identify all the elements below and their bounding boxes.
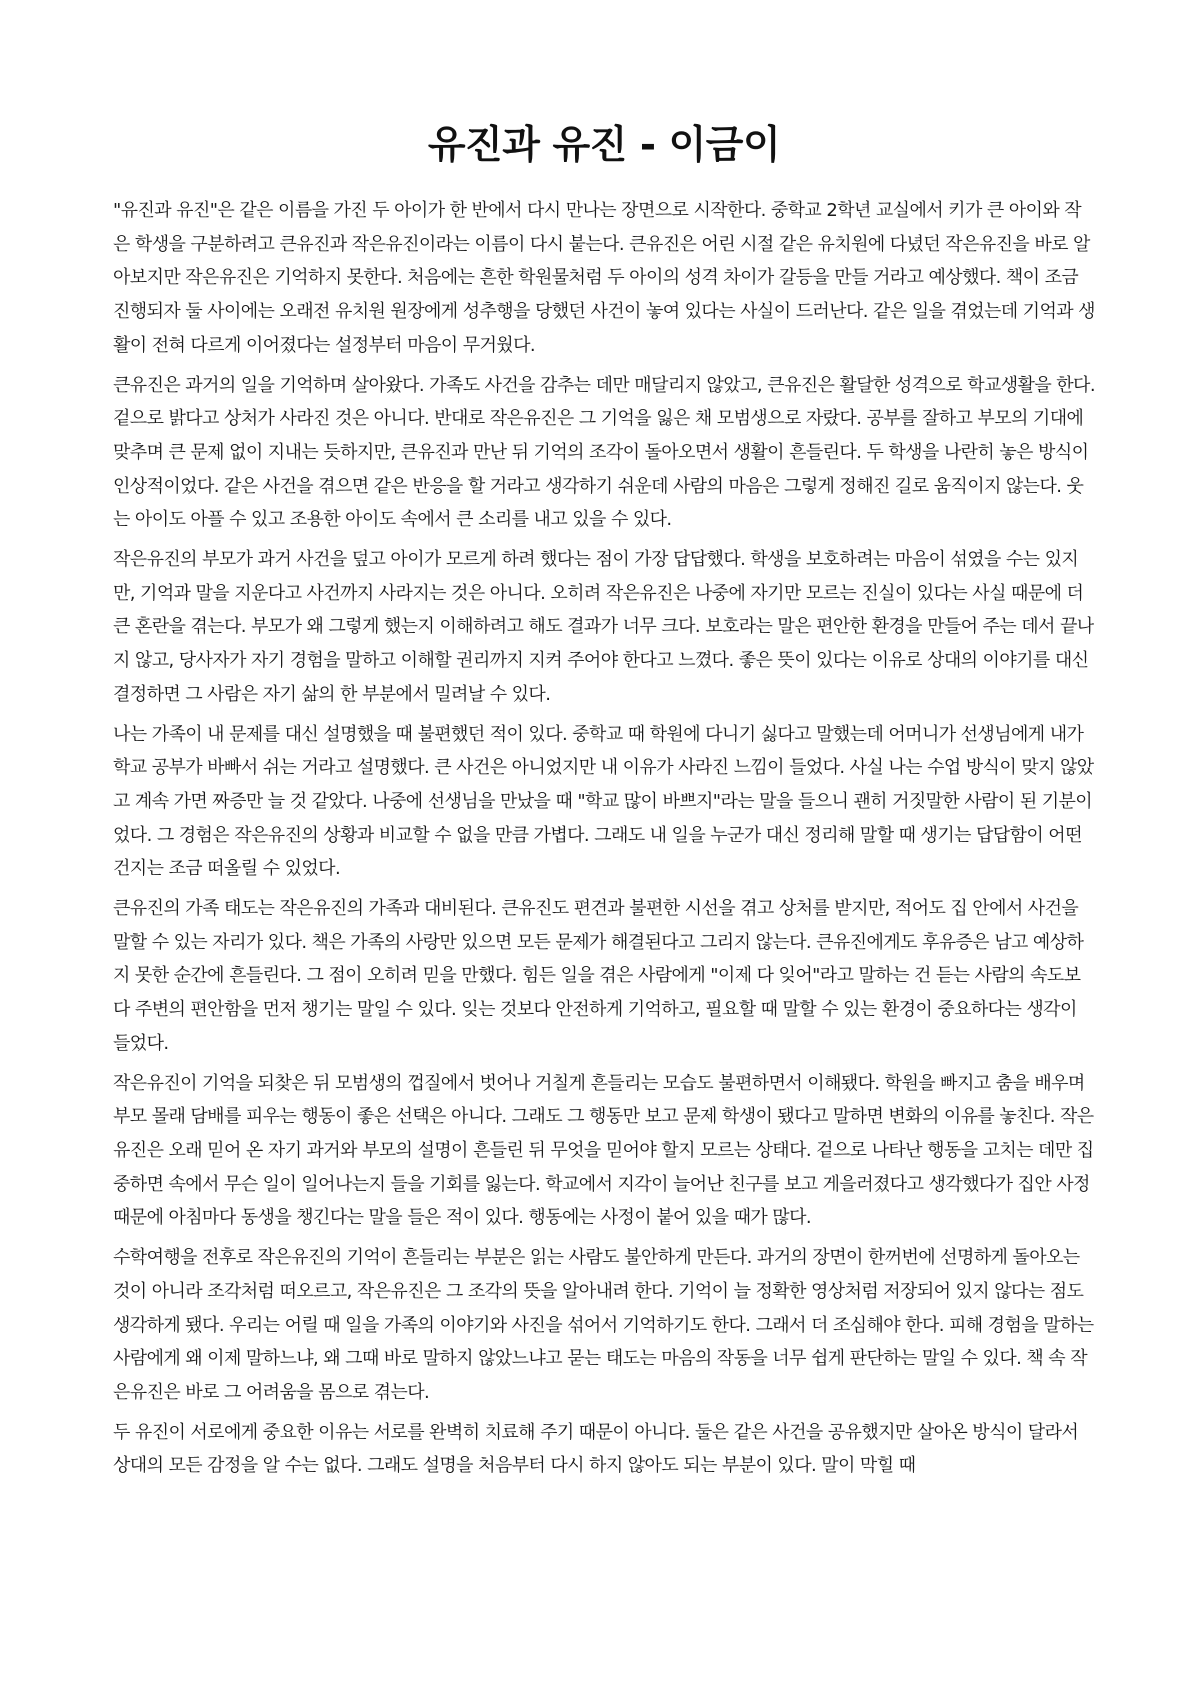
- paragraph: 큰유진은 과거의 일을 기억하며 살아왔다. 가족도 사건을 감추는 데만 매달리지 않았고, 큰유진은 활달한 성격으로 학교생활을 한다. 겉으로 밝다고 상처가 사라진 것은 아니다. 반대로 작은유진은 그 기억을 잃은 채 모범생으로 자랐다. 공부를 잘하고 부모의 기대에 맞추며 큰 문제 없이 지내는 듯하지만, 큰유진과 만난 뒤 기억의 조각이 돌아오면서 생활이 흔들린다. 두 학생을 나란히 놓은 방식이 인상적이었다. 같은 사건을 겪으면 같은 반응을 할 거라고 생각하기 쉬운데 사람의 마음은 그렇게 정해진 길로 움직이지 않는다. 웃는 아이도 아플 수 있고 조용한 아이도 속에서 큰 소리를 내고 있을 수 있다.: [113, 374, 1095, 531]
- paragraph: 작은유진의 부모가 과거 사건을 덮고 아이가 모르게 하려 했다는 점이 가장 답답했다. 학생을 보호하려는 마음이 섞였을 수는 있지만, 기억과 말을 지운다고 사건까지 사라지는 것은 아니다. 오히려 작은유진은 나중에 자기만 모르는 진실이 있다는 사실 때문에 더 큰 혼란을 겪는다. 부모가 왜 그렇게 했는지 이해하려고 해도 결과가 너무 크다. 보호라는 말은 편안한 환경을 만들어 주는 데서 끝나지 않고, 당사자가 자기 경험을 말하고 이해할 권리까지 지켜 주어야 한다고 느꼈다. 좋은 뜻이 있다는 이유로 상대의 이야기를 대신 결정하면 그 사람은 자기 삶의 한 부분에서 밀려날 수 있다.: [113, 549, 1094, 705]
- document-body: [113, 194, 1095, 1483]
- paragraph: 수학여행을 전후로 작은유진의 기억이 흔들리는 부분은 읽는 사람도 불안하게 만든다. 과거의 장면이 한꺼번에 선명하게 돌아오는 것이 아니라 조각처럼 떠오르고, 작은유진은 그 조각의 뜻을 알아내려 한다. 기억이 늘 정확한 영상처럼 저장되어 있지 않다는 점도 생각하게 됐다. 우리는 어릴 때 일을 가족의 이야기와 사진을 섞어서 기억하기도 한다. 그래서 더 조심해야 한다. 피해 경험을 말하는 사람에게 왜 이제 말하느냐, 왜 그때 바로 말하지 않았느냐고 묻는 태도는 마음의 작동을 너무 쉽게 판단하는 말일 수 있다. 책 속 작은유진은 바로 그 어려움을 몸으로 겪는다.: [113, 1247, 1094, 1403]
- paragraph: 두 유진이 서로에게 중요한 이유는 서로를 완벽히 치료해 주기 때문이 아니다. 둘은 같은 사건을 공유했지만 살아온 방식이 달라서 상대의 모든 감정을 알 수는 없다. 그래도 설명을 처음부터 다시 하지 않아도 되는 부분이 있다. 말이 막힐 때: [113, 1421, 1079, 1477]
- paragraph: 큰유진의 가족 태도는 작은유진의 가족과 대비된다. 큰유진도 편견과 불편한 시선을 겪고 상처를 받지만, 적어도 집 안에서 사건을 말할 수 있는 자리가 있다. 책은 가족의 사랑만 있으면 모든 문제가 해결된다고 그리지 않는다. 큰유진에게도 후유증은 남고 예상하지 못한 순간에 흔들린다. 그 점이 오히려 믿을 만했다. 힘든 일을 겪은 사람에게 "이제 다 잊어"라고 말하는 건 듣는 사람의 속도보다 주변의 편안함을 먼저 챙기는 말일 수 있다. 잊는 것보다 안전하게 기억하고, 필요할 때 말할 수 있는 환경이 중요하다는 생각이 들었다.: [113, 898, 1084, 1054]
- paragraph: 나는 가족이 내 문제를 대신 설명했을 때 불편했던 적이 있다. 중학교 때 학원에 다니기 싫다고 말했는데 어머니가 선생님에게 내가 학교 공부가 바빠서 쉬는 거라고 설명했다. 큰 사건은 아니었지만 내 이유가 사라진 느낌이 들었다. 사실 나는 수업 방식이 맞지 않았고 계속 가면 짜증만 늘 것 같았다. 나중에 선생님을 만났을 때 "학교 많이 바쁘지"라는 말을 들으니 괜히 거짓말한 사람이 된 기분이었다. 그 경험은 작은유진의 상황과 비교할 수 없을 만큼 가볍다. 그래도 내 일을 누군가 대신 정리해 말할 때 생기는 답답함이 어떤 건지는 조금 떠올릴 수 있었다.: [113, 723, 1094, 880]
- paragraph: 작은유진이 기억을 되찾은 뒤 모범생의 껍질에서 벗어나 거칠게 흔들리는 모습도 불편하면서 이해됐다. 학원을 빠지고 춤을 배우며 부모 몰래 담배를 피우는 행동이 좋은 선택은 아니다. 그래도 그 행동만 보고 문제 학생이 됐다고 말하면 변화의 이유를 놓친다. 작은유진은 오래 믿어 온 자기 과거와 부모의 설명이 흔들린 뒤 무엇을 믿어야 할지 모르는 상태다. 겉으로 나타난 행동을 고치는 데만 집중하면 속에서 무슨 일이 일어나는지 들을 기회를 잃는다. 학교에서 지각이 늘어난 친구를 보고 게을러졌다고 생각했다가 집안 사정 때문에 아침마다 동생을 챙긴다는 말을 들은 적이 있다. 행동에는 사정이 붙어 있을 때가 많다.: [113, 1072, 1094, 1229]
- paragraph: "유진과 유진"은 같은 이름을 가진 두 아이가 한 반에서 다시 만나는 장면으로 시작한다. 중학교 2학년 교실에서 키가 큰 아이와 작은 학생을 구분하려고 큰유진과 작은유진이라는 이름이 다시 붙는다. 큰유진은 어린 시절 같은 유치원에 다녔던 작은유진을 바로 알아보지만 작은유진은 기억하지 못한다. 처음에는 흔한 학원물처럼 두 아이의 성격 차이가 갈등을 만들 거라고 예상했다. 책이 조금 진행되자 둘 사이에는 오래전 유치원 원장에게 성추행을 당했던 사건이 놓여 있다는 사실이 드러난다. 같은 일을 겪었는데 기억과 생활이 전혀 다르게 이어졌다는 설정부터 마음이 무거웠다.: [113, 200, 1095, 356]
- document-title: 유진과 유진 - 이금이: [427, 123, 781, 168]
